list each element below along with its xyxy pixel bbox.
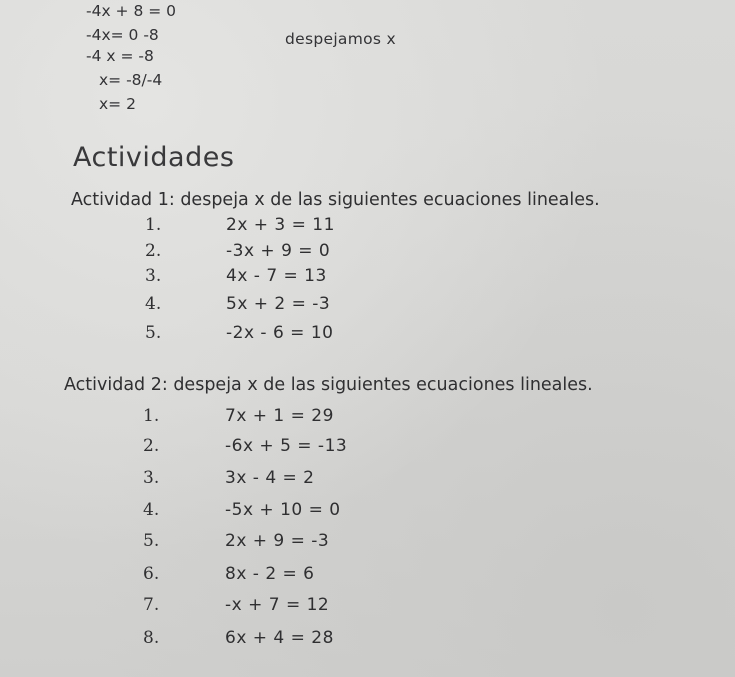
worked-line-3: -4 x = -8 (86, 47, 154, 65)
item-equation: 7x + 1 = 29 (225, 406, 334, 426)
item-number: 2. (143, 436, 160, 456)
item-number: 3. (143, 468, 160, 488)
item-number: 5. (145, 323, 162, 343)
item-number: 3. (145, 266, 162, 286)
item-number: 1. (145, 215, 162, 235)
item-equation: 3x - 4 = 2 (225, 468, 315, 488)
item-equation: -3x + 9 = 0 (226, 241, 331, 261)
item-equation: 8x - 2 = 6 (225, 564, 315, 584)
item-number: 8. (143, 628, 160, 648)
item-equation: 6x + 4 = 28 (225, 628, 334, 648)
item-equation: 2x + 9 = -3 (225, 531, 330, 551)
worked-line-5: x= 2 (99, 95, 136, 113)
item-equation: 4x - 7 = 13 (226, 266, 327, 286)
item-equation: -x + 7 = 12 (225, 595, 330, 615)
worked-line-2: -4x= 0 -8 (86, 26, 159, 44)
activity-2-title: Actividad 2: despeja x de las siguientes ecuaciones lineales. (64, 375, 593, 395)
item-number: 1. (143, 406, 160, 426)
item-equation: -6x + 5 = -13 (225, 436, 348, 456)
worked-line-4: x= -8/-4 (99, 71, 163, 89)
activity-1-title: Actividad 1: despeja x de las siguientes ecuaciones lineales. (71, 190, 600, 210)
item-number: 4. (145, 294, 162, 314)
item-number: 4. (143, 500, 160, 520)
item-number: 2. (145, 241, 162, 261)
item-number: 7. (143, 595, 160, 615)
activities-heading: Actividades (73, 142, 235, 173)
worked-note: despejamos x (285, 30, 396, 48)
item-equation: -2x - 6 = 10 (226, 323, 334, 343)
item-equation: 2x + 3 = 11 (226, 215, 335, 235)
item-equation: -5x + 10 = 0 (225, 500, 341, 520)
worked-line-1: -4x + 8 = 0 (86, 2, 177, 20)
item-number: 6. (143, 564, 160, 584)
item-equation: 5x + 2 = -3 (226, 294, 331, 314)
item-number: 5. (143, 531, 160, 551)
